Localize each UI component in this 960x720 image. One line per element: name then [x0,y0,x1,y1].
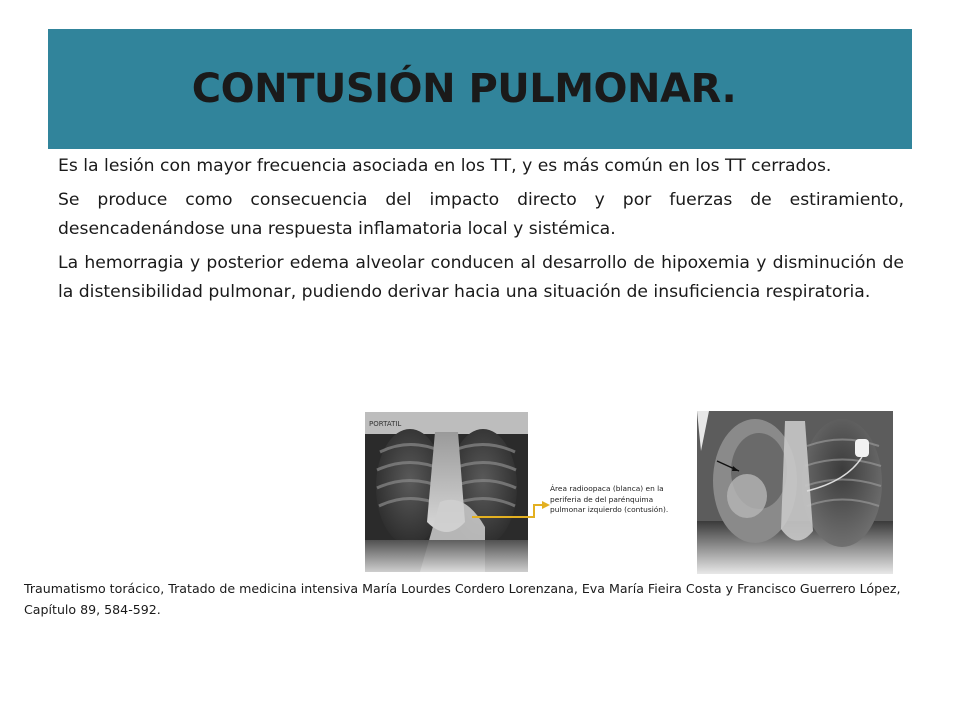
title-banner [48,29,912,149]
paragraph-2: Se produce como consecuencia del impacto directo y por fuerzas de estiramiento, desencadenándose una respuesta inflamatoria local y sistémica. [58,189,904,239]
annotation-line-1: Área radioopaca (blanca) en la [550,484,664,493]
citation: Traumatismo torácico, Tratado de medicina intensiva María Lourdes Cordero Lorenzanа, Eva María Fieira Costa y Francisco Guerrero López, Capítulo 89, 584-592. [24,581,901,617]
chest-xray-right [697,411,893,574]
xray-annotation [550,484,690,516]
annotation-arrow [470,490,550,530]
body-text [58,152,904,312]
paragraph-1: Es la lesión con mayor frecuencia asociada en los TT, y es más común en los TT cerrados. [58,156,832,176]
annotation-line-3: pulmonar izquierdo (contusión). [550,505,669,514]
slide-title: CONTUSIÓN PULMONAR. [191,66,737,112]
xray-left-label: PORTATIL [369,420,402,428]
annotation-line-2: periferia de del parénquima [550,494,654,504]
paragraph-3: La hemorragia y posterior edema alveolar conducen al desarrollo de hipoxemia y disminución de la distensibilidad pulmonar, pudiendo derivar hacia una situación de insuficiencia respiratoria. [58,252,904,302]
